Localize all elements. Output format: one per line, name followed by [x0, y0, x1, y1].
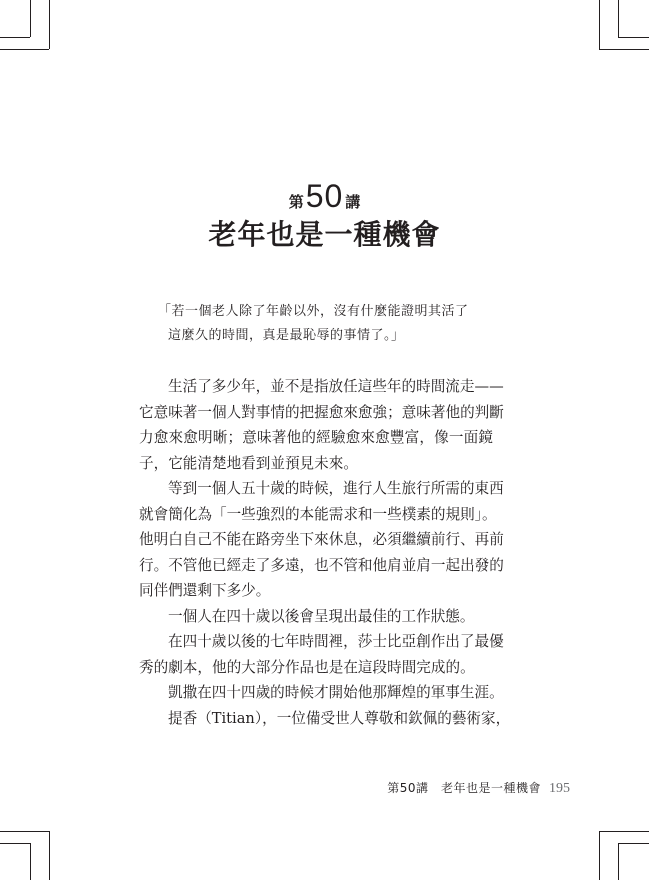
- crop-mark-br-h2: [599, 831, 649, 832]
- body-line: 在四十歲以後的七年時間裡，莎士比亞創作出了最優: [168, 633, 504, 650]
- body-line: 力愈來愈明晰；意味著他的經驗愈來愈豐富，像一面鏡: [139, 429, 493, 446]
- body-line: 一個人在四十歲以後會呈現出最佳的工作狀態。: [168, 607, 475, 625]
- chapter-prefix: 第: [288, 193, 304, 211]
- running-head: 第50講 老年也是一種機會: [387, 781, 541, 795]
- body-line: 凱撒在四十四歲的時候才開始他那輝煌的軍事生涯。: [168, 684, 504, 701]
- crop-mark-tl-h1: [0, 37, 30, 38]
- page-number: 195: [549, 781, 570, 796]
- body-line: 他明白自己不能在路旁坐下來休息，必須繼續前行、再前: [139, 531, 504, 548]
- body-line: 同伴們還剩下多少。: [139, 582, 271, 599]
- quote-line: 「若一個老人除了年齡以外，沒有什麼能證明其活了: [158, 304, 469, 319]
- body-line: 提香（Titian），一位備受世人尊敬和欽佩的藝術家，: [168, 709, 511, 727]
- body-line: 等到一個人五十歲的時候，進行人生旅行所需的東西: [168, 480, 504, 497]
- chapter-title: 老年也是一種機會: [208, 218, 441, 251]
- crop-mark-tr-v1: [599, 0, 600, 49]
- quote-line: 這麼久的時間，真是最恥辱的事情了。」: [168, 328, 405, 343]
- crop-mark-tr-v2: [618, 0, 619, 37]
- crop-mark-bl-h2: [0, 831, 49, 832]
- crop-mark-tl-v1: [30, 0, 31, 37]
- crop-mark-tr-h2: [599, 49, 649, 50]
- body-line: 生活了多少年，並不是指放任這些年的時間流走——: [168, 378, 504, 395]
- epigraph-quote: [158, 300, 503, 348]
- chapter-label: [0, 178, 649, 215]
- body-line: 就會簡化為「一些強烈的本能需求和一些樸素的規則」。: [139, 505, 497, 523]
- crop-mark-bl-h1: [0, 843, 30, 844]
- body-line: 行。不管他已經走了多遠，也不管和他肩並肩一起出發的: [139, 556, 504, 574]
- crop-mark-bl-v2: [49, 831, 50, 880]
- body-line: 秀的劇本，他的大部分作品也是在這段時間完成的。: [139, 658, 475, 676]
- crop-mark-br-h1: [618, 843, 649, 844]
- chapter-number: 50: [305, 178, 344, 214]
- crop-mark-br-v1: [599, 831, 600, 880]
- body-line: 它意味著一個人對事情的把握愈來愈強；意味著他的判斷: [139, 403, 504, 421]
- crop-mark-bl-v1: [30, 843, 31, 880]
- crop-mark-tl-v2: [49, 0, 50, 49]
- crop-mark-br-v2: [618, 843, 619, 880]
- body-line: 子，它能清楚地看到並預見未來。: [139, 454, 358, 472]
- page-footer: [387, 779, 570, 797]
- chapter-suffix: 講: [345, 193, 361, 211]
- crop-mark-tr-h1: [618, 37, 649, 38]
- crop-mark-tl-h2: [0, 49, 49, 50]
- body-text: [139, 374, 511, 731]
